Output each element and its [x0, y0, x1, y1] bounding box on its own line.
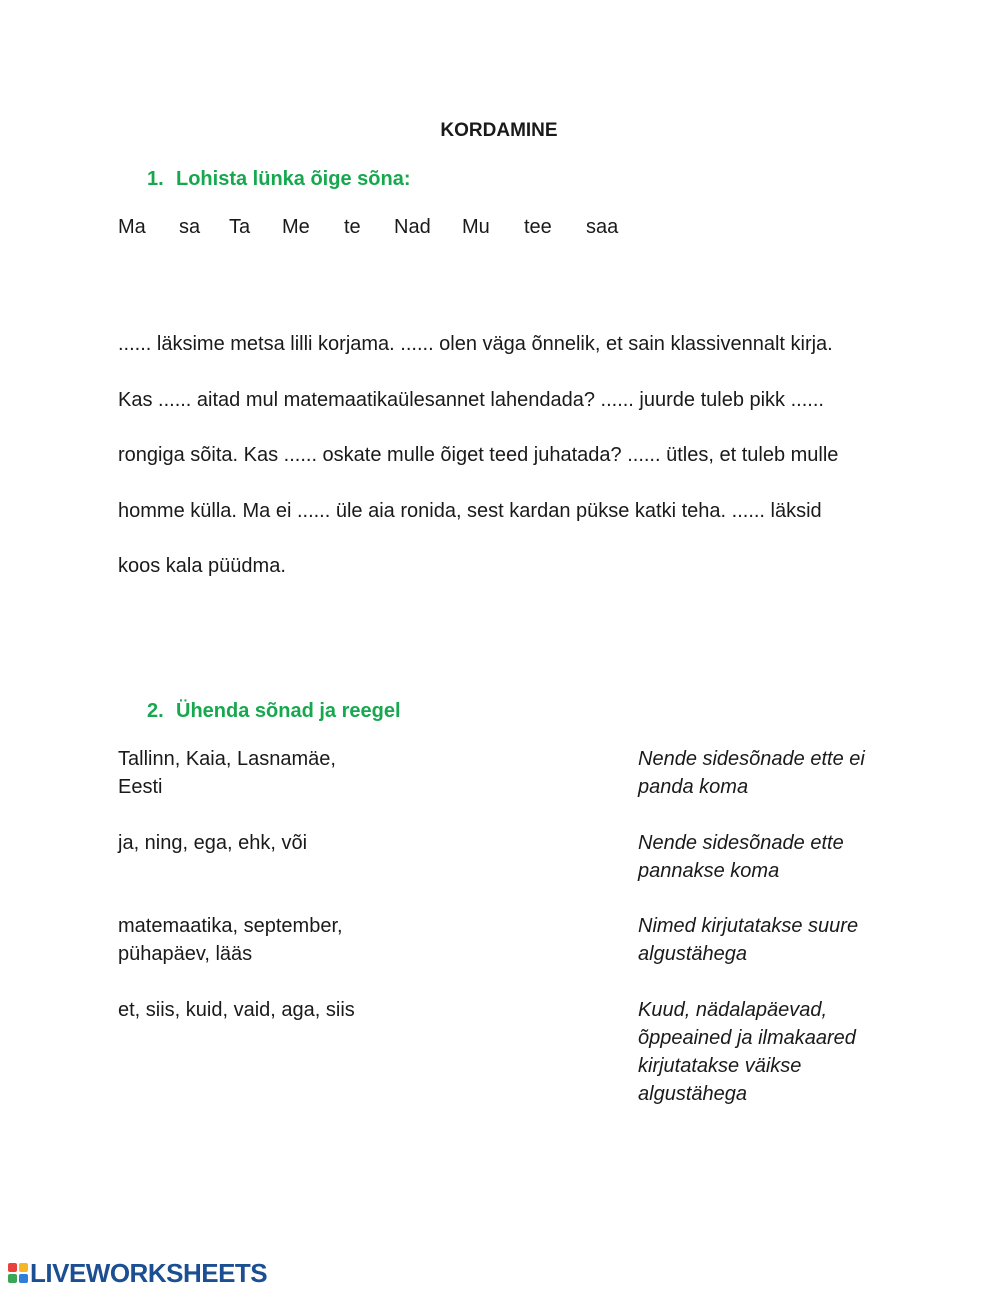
logo-square-icon: [19, 1274, 28, 1283]
word-bank-item-mu[interactable]: Mu: [462, 216, 490, 238]
exercise-1-line: koos kala püüdma.: [118, 555, 286, 577]
match-left-item[interactable]: et, siis, kuid, vaid, aga, siis: [118, 999, 355, 1021]
liveworksheets-logo-icon: [8, 1263, 28, 1283]
word-bank-item-tee[interactable]: tee: [524, 216, 552, 238]
exercise-1-line: Kas ...... aitad mul matemaatikaülesannet lahendada? ...... juurde tuleb pikk ......: [118, 389, 824, 411]
logo-text: LIVEWORKSHEETS: [30, 1257, 268, 1288]
match-left-item[interactable]: Tallinn, Kaia, Lasnamäe, Eesti: [118, 748, 336, 798]
word-bank-item-saa[interactable]: saa: [586, 216, 619, 238]
match-right-item[interactable]: Kuud, nädalapäevad, õppeained ja ilmakaared kirjutatakse väikse algustähega: [638, 999, 856, 1105]
exercise-1-line: rongiga sõita. Kas ...... oskate mulle õiget teed juhatada? ...... ütles, et tuleb mulle: [118, 444, 839, 466]
match-right-item[interactable]: Nimed kirjutatakse suure algustähega: [638, 915, 859, 965]
logo-square-icon: [8, 1263, 17, 1272]
exercise-1-line: homme külla. Ma ei ...... üle aia ronida, sest kardan pükse katki teha. ...... läksid: [118, 500, 822, 522]
page-title: KORDAMINE: [440, 120, 558, 141]
section-1-heading: [147, 168, 410, 191]
match-right-item[interactable]: Nende sidesõnade ette ei panda koma: [638, 748, 865, 798]
logo-square-icon: [8, 1274, 17, 1283]
exercise-1-line: ...... läksime metsa lilli korjama. ...... olen väga õnnelik, et sain klassivennalt kirja.: [118, 333, 833, 355]
word-bank-item-ma[interactable]: Ma: [118, 216, 146, 238]
match-right-item[interactable]: Nende sidesõnade ette pannakse koma: [638, 832, 844, 882]
word-bank-item-te[interactable]: te: [344, 216, 361, 238]
section-1-number: 1.: [147, 168, 164, 190]
logo-square-icon: [19, 1263, 28, 1272]
word-bank-item-nad[interactable]: Nad: [394, 216, 431, 238]
liveworksheets-logo: [8, 1259, 267, 1287]
section-1-heading-text: Lohista lünka õige sõna:: [176, 168, 411, 190]
word-bank-item-sa[interactable]: sa: [179, 216, 201, 238]
word-bank-item-me[interactable]: Me: [282, 216, 310, 238]
match-left-item[interactable]: ja, ning, ega, ehk, või: [118, 832, 308, 854]
match-left-item[interactable]: matemaatika, september, pühapäev, lääs: [118, 915, 343, 965]
section-2-heading: [147, 700, 401, 723]
section-2-heading-text: Ühenda sõnad ja reegel: [176, 700, 401, 722]
word-bank-item-ta[interactable]: Ta: [229, 216, 251, 238]
section-2-number: 2.: [147, 700, 164, 722]
